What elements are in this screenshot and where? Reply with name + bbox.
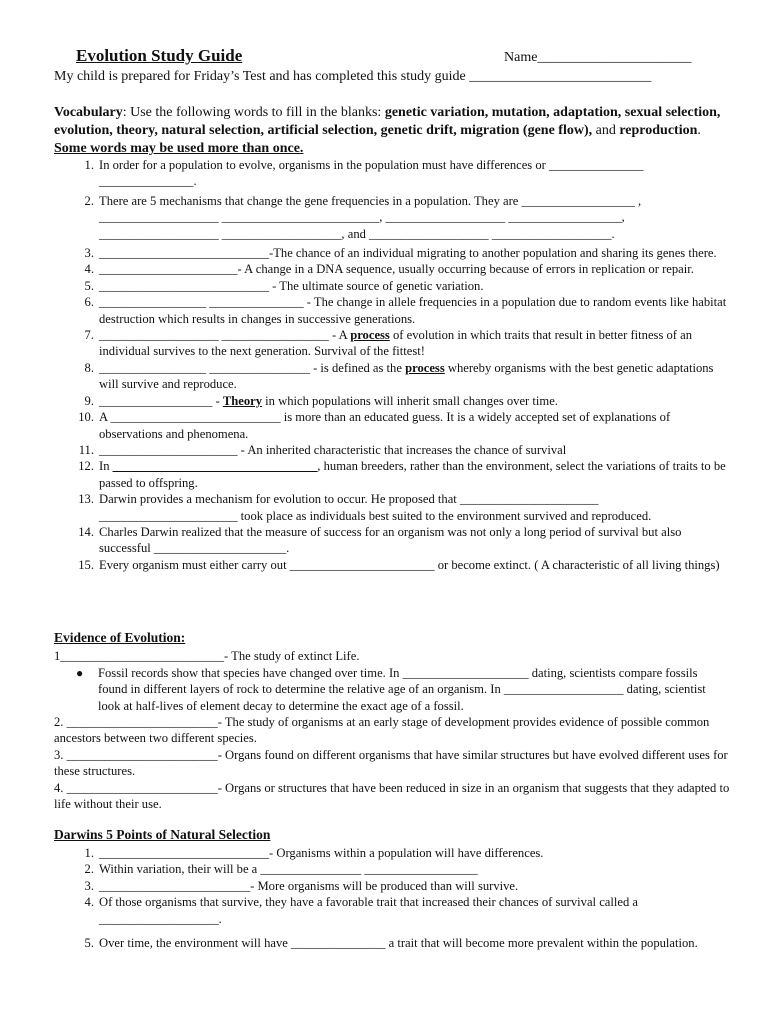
question-emphasis: process [350,328,390,343]
question-text: ___________________________-The chance of an individual migrating to another population and sharing its genes there. [99,246,717,261]
question-number: 2. [84,193,94,208]
point-text: Over time, the environment will have _______________ a trait that will become more prevalent within the population. [99,936,698,951]
evidence-item-3: 3. ________________________- Organs found on different organisms that have similar structures but have evolved different uses for these structures. [54,748,728,779]
darwin-point [70,935,730,951]
evidence-heading: Evidence of Evolution: [54,630,186,645]
darwin-point [70,878,730,894]
question-text: in which populations will inherit small changes over time. [262,393,558,408]
question-text: __________________ - [99,393,223,408]
point-number: 1. [84,846,94,860]
question-text: In order for a population to evolve, organisms in the population must have differences or _______________ _______________. [99,158,644,189]
question-item [70,261,730,277]
question-item [70,557,730,573]
point-number: 2. [84,862,94,877]
question-text: ______________________- A change in a DNA sequence, usually occurring because of errors in replication or repair. [99,262,694,277]
question-text: Charles Darwin realized that the measure of success for an organism was not only a long period of survival but also successful _____________________. [99,524,682,556]
question-item [70,278,730,294]
vocabulary-and: and [592,123,620,138]
question-text: ___________________________ - The ultimate source of genetic variation. [99,278,484,293]
question-item [70,193,730,242]
question-text: _________________ ________________ - is defined as the [99,360,406,375]
question-number: 12. [78,459,94,474]
evidence-item-2: 2. ________________________- The study of organisms at an early stage of development provides evidence of possible common ancestors between two different species. [54,715,710,746]
vocabulary-question-list [70,157,730,573]
question-item [70,442,730,458]
question-emphasis: _______________ _________________ [112,459,318,474]
evidence-item-4: 4. ________________________- Organs or structures that have been reduced in size in an organism that suggests that they adapted to life without their use. [54,781,730,812]
question-text: There are 5 mechanisms that change the gene frequencies in a population. They are __________________ , ___________________ _________________________, ___________________ __________________, ___________________ ___________________, and ___________________ ___________________. [99,193,642,241]
question-text: ______________________ - An inherited characteristic that increases the chance of survival [99,442,567,457]
point-number: 4. [84,895,94,910]
evidence-bullet [76,665,718,714]
question-item [70,294,730,327]
prepared-statement: My child is prepared for Friday’s Test and has completed this study guide __________________________ [54,69,652,84]
question-number: 5. [84,278,94,293]
evidence-bullet-text: Fossil records show that species have changed over time. In ____________________ dating, scientists compare fossils found in different layers of rock to determine the relative age of an organism. In ___________________ dating, scientist look at half-lives of element decay to determine the exact age of a fossil. [98,666,706,713]
point-text: ___________________________- Organisms within a population will have differences. [99,846,544,860]
question-text: whereby organisms with the best genetic adaptations will survive and reproduce. [99,360,714,392]
question-item [70,491,730,524]
question-text: In [99,459,113,474]
question-item [70,327,730,360]
point-number: 5. [84,936,94,951]
question-number: 8. [84,360,94,375]
vocabulary-word-bank: genetic variation, mutation, adaptation, sexual selection, evolution, theory, natural selection, artificial selection, genetic drift, migration (gene flow), [54,105,721,138]
question-number: 10. [78,410,94,425]
question-text: ___________________ _________________ - A [99,328,351,343]
question-item [70,360,730,393]
point-text: Of those organisms that survive, they have a favorable trait that increased their chances of survival called a ___________________. [99,895,638,926]
question-text: of evolution in which traits that result in better fitness of an individual survives to the next generation. Survival of the fittest! [99,328,693,359]
question-emphasis: process [405,360,445,375]
page-title: Evolution Study Guide [76,46,243,65]
question-text: A ___________________________ is more than an educated guess. It is a widely accepted set of explanations of observations and phenomena. [99,410,671,441]
darwin-point [70,894,730,927]
vocabulary-label: Vocabulary [54,105,123,120]
question-number: 11. [78,442,94,457]
question-number: 13. [78,492,94,507]
vocabulary-instructions [54,104,734,158]
question-item [70,409,730,442]
evidence-item-1: 1__________________________- The study of extinct Life. [54,649,360,663]
question-text: Darwin provides a mechanism for evolution to occur. He proposed that ______________________ ______________________ took place as individuals best suited to the environment survived and reproduced. [99,492,652,523]
point-number: 3. [84,878,94,893]
question-item [70,157,730,190]
question-text: , human breeders, rather than the environment, select the variations of traits to be passed to offspring. [99,459,726,490]
question-item [70,458,730,491]
question-number: 4. [84,262,94,277]
vocabulary-note: Some words may be used more than once. [54,141,304,156]
question-item [70,245,730,261]
question-number: 14. [78,524,94,539]
question-emphasis: Theory [222,393,263,408]
vocabulary-instruction: : Use the following words to fill in the blanks: [122,105,385,120]
darwin-point [70,861,730,877]
question-number: 1. [84,158,94,172]
darwin-point [70,845,730,861]
vocabulary-last-word: reproduction [619,123,698,138]
question-number: 7. [84,328,94,343]
point-text: ________________________- More organisms will be produced than will survive. [99,878,519,893]
question-number: 3. [84,246,94,261]
darwin-points-list [70,845,730,951]
darwin-heading: Darwins 5 Points of Natural Selection [54,827,271,842]
question-item [70,393,730,409]
name-field: Name______________________ [504,50,692,65]
vocabulary-dot: . [697,123,701,138]
question-number: 15. [78,557,94,572]
question-number: 9. [84,393,94,408]
point-text: Within variation, their will be a ________________ __________________ [99,862,478,877]
question-number: 6. [84,295,94,310]
question-item [70,524,730,557]
question-text: _________________ _______________ - The change in allele frequencies in a population due to random events like habitat destruction which results in changes in successive generations. [99,295,727,326]
bullet-dot-icon: ● [76,666,84,680]
question-text: Every organism must either carry out _______________________ or become extinct. ( A characteristic of all living things) [99,557,720,572]
